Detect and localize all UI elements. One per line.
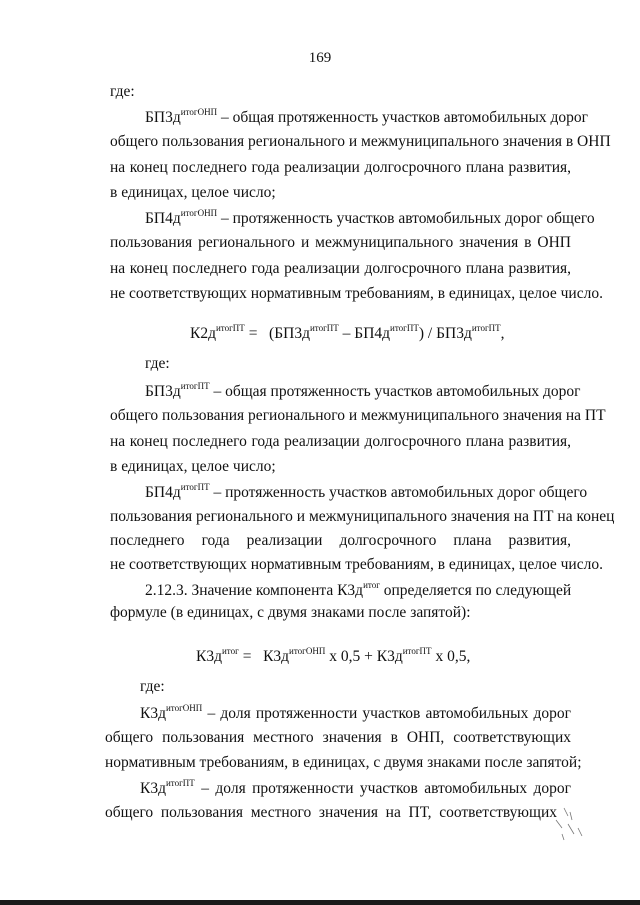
paragraph-line: общего пользования регионального и межмуниципального значения на ПТ bbox=[110, 407, 606, 424]
paragraph-line: общего пользования местного значения в ОНП, соответствующих bbox=[105, 729, 571, 746]
paragraph-line: формуле (в единицах, с двумя знаками после запятой): bbox=[110, 604, 471, 621]
paragraph-line: пользования регионального и межмуниципального значения в ОНП bbox=[110, 234, 571, 251]
paragraph-line: пользования регионального и межмуниципального значения на ПТ на конец bbox=[110, 508, 615, 525]
paragraph-line: на конец последнего года реализации долгосрочного плана развития, bbox=[110, 159, 571, 176]
paragraph-line: в единицах, целое число; bbox=[110, 458, 276, 475]
paragraph-line: не соответствующих нормативным требованиям, в единицах, целое число. bbox=[110, 285, 603, 302]
definition-k3-onp-line: $К3д^{итогОНП}$ – доля протяженности участков автомобильных дорог bbox=[140, 703, 571, 722]
definition-bp3-pt-line: $БП3д^{итогПТ}$ – общая протяженность участков автомобильных дорог bbox=[145, 381, 581, 400]
where-label: где: bbox=[140, 678, 165, 695]
scan-artifact bbox=[552, 806, 592, 846]
where-label: где: bbox=[145, 355, 170, 372]
where-label: где: bbox=[110, 83, 135, 100]
page-number: 169 bbox=[308, 50, 332, 66]
section-2-12-3-line: 2.12.3. Значение компонента $К3д^{итог}$ определяется по следующей bbox=[145, 580, 572, 599]
paragraph-line: нормативным требованиям, в единицах, с двумя знаками после запятой; bbox=[105, 754, 582, 771]
paragraph-line: на конец последнего года реализации долгосрочного плана развития, bbox=[110, 433, 571, 450]
formula-k3: $К3д^{итог} = К3д^{итогОНП}$ х $0,5 + К3д^{итогПТ}$ х 0,5, bbox=[196, 646, 471, 665]
definition-bp4-pt-line: $БП4д^{итогПТ}$ – протяженность участков автомобильных дорог общего bbox=[145, 482, 588, 501]
paragraph-line: последнего года реализации долгосрочного плана развития, bbox=[110, 532, 571, 549]
definition-k3-pt-line: $К3д^{итогПТ}$ – доля протяженности участков автомобильных дорог bbox=[140, 778, 571, 797]
formula-k2: $К2д^{итогПТ} = (БП3д^{итогПТ} - БП4д^{итогПТ}) / БП3д^{итогПТ}$, bbox=[190, 323, 505, 342]
paragraph-line: общего пользования местного значения на ПТ, соответствующих bbox=[105, 804, 557, 821]
paragraph-line: в единицах, целое число; bbox=[110, 184, 276, 201]
definition-bp4-onp-line: $БП4д^{итогОНП}$ – протяженность участков автомобильных дорог общего bbox=[145, 208, 595, 227]
definition-bp3-onp-line: $БП3д^{итогОНП}$ – общая протяженность участков автомобильных дорог bbox=[145, 107, 589, 126]
paragraph-line: не соответствующих нормативным требованиям, в единицах, целое число. bbox=[110, 556, 603, 573]
paragraph-line: на конец последнего года реализации долгосрочного плана развития, bbox=[110, 260, 571, 277]
paragraph-line: общего пользования регионального и межмуниципального значения в ОНП bbox=[110, 133, 611, 150]
bottom-border bbox=[0, 900, 640, 905]
